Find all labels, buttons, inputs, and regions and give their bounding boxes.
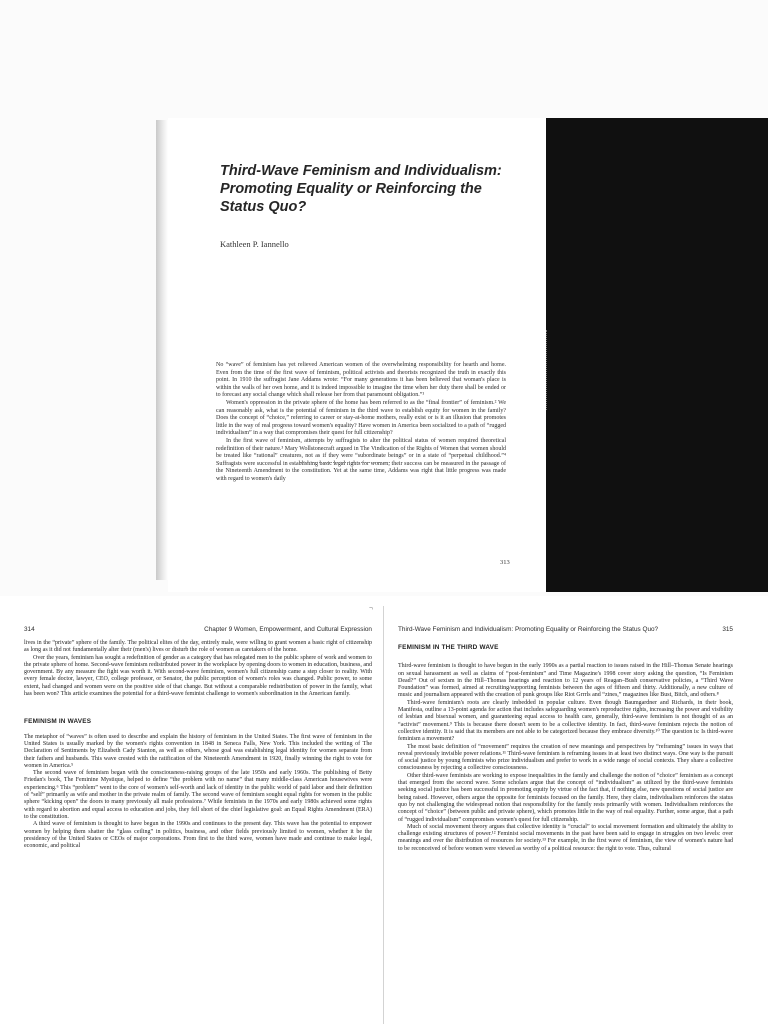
page-number: 314 <box>24 626 35 633</box>
paragraph: lives in the “private” sphere of the family. The political elites of the day, entirely male, were willing to grant women a basic right of citizenship as long as it did not fundamentally alter their (men's) lives or disturb the role of women as caretakers of the home. <box>24 640 372 654</box>
paragraph: A third wave of feminism is thought to have begun in the 1990s and continues to the present day. This wave has the potential to empower women by helping them shatter the “glass ceiling” in politics, business, and other fields previously limited to women, whether it be the presidency of the United States or CEOs of major corporations. From first to the third wave, women have made and continue to make legal, economic, and political <box>24 821 372 850</box>
left-page <box>24 626 372 850</box>
section-text <box>398 663 733 853</box>
section-heading: FEMINISM IN WAVES <box>24 718 92 726</box>
page-number: 313 <box>500 559 510 566</box>
intro-text <box>24 640 372 698</box>
title-page <box>168 118 546 592</box>
section-text <box>24 734 372 851</box>
scan-artifact-marks <box>300 462 390 467</box>
running-head-text: Third-Wave Feminism and Individualism: Promoting Equality or Reinforcing the Status Quo? <box>398 626 659 633</box>
right-page <box>398 626 733 853</box>
page-edge-dots <box>546 330 551 410</box>
page-fold-line <box>383 606 384 1024</box>
paragraph: The second wave of feminism began with the consciousness-raising groups of the late 1950s and early 1960s. The publishing of Betty Friedan's book, The Feminine Mystique, helped to define “the problem with no name” that many middle-class American housewives were experiencing.⁶ This “problem” went to the core of women's self-worth and lack of identity in the public world of paid labor and their definition of “self” primarily as wife and mother in the private realm of family. The second wave of feminism sought equal rights for women in the public sphere “kicking open” the doors to many previously all male professions.⁷ While feminists in the 1970s and early 1980s achieved some rights with regard to abortion and equal access to education and jobs, they fell short of the chief legislative goal: an Equal Rights Amendment (ERA) to the constitution. <box>24 770 372 820</box>
running-head-text: Chapter 9 Women, Empowerment, and Cultural Expression <box>204 626 372 633</box>
paragraph: Other third-wave feminists are working to expose inequalities in the family and challenge the notion of “choice” feminism as a concept that emerged from the second wave. Some scholars argue that the concept of “individualism” as utilized by the third-wave feminists seeking social justice has been successful in promoting equity by virtue of the fact that, if nothing else, new questions of social justice are being raised. However, others argue the opposite for feminists focused on the family. Here, they claim, individualism reinforces the status quo by not challenging the widespread notion that responsibility for the family rests primarily with women. Individualism reinforces the concept of “choice” (between public and private sphere), which promotes little in the way of real equality. Further, some argue, that a path of “rugged individualism” compromises women's quest for full citizenship. <box>398 772 733 823</box>
running-header <box>24 626 372 640</box>
article-author: Kathleen P. Iannello <box>220 239 289 249</box>
fold-mark: ¬ <box>369 604 373 612</box>
paragraph: Third-wave feminism is thought to have begun in the early 1990s as a partial reaction to issues raised in the Hill–Thomas Senate hearings on sexual harassment as well as claims of “post-feminism” and Time Magazine's 1998 cover story asking the question, “Is Feminism Dead?” Out of sexism in the Hill–Thomas hearings and reaction to 12 years of Reagan–Bush conservative policies, a “Third Wave Foundation” was formed, aimed at recruiting/supporting feminists between the ages of fifteen and thirty. Additionally, a new culture of music and journalism appeared with the creation of punk groups like Riot Grrrls and “zines,” magazines like Bust, Bitch, and others.⁸ <box>398 663 733 699</box>
running-header <box>398 626 733 640</box>
section-heading: FEMINISM IN THE THIRD WAVE <box>398 644 499 651</box>
article-title: Third-Wave Feminism and Individualism: Promoting Equality or Reinforcing the Status Quo? <box>220 163 502 215</box>
paragraph: The most basic definition of “movement” requires the creation of new meanings and perspectives by “reframing” issues in ways that reveal previously invisible power relations.¹¹ Third-wave feminism is reframing issues in at least two distinct ways. One way is the pursuit of social justice by young feminists who prize individualism and prefer to work in a wide range of social contexts. They share a collective consciousness by rejecting a collective consciousness. <box>398 743 733 772</box>
paragraph: The metaphor of “waves” is often used to describe and explain the history of feminism in the United States. The first wave of feminism in the United States is usually marked by the women's rights convention in 1848 in Seneca Falls, New York. This included the writing of The Declaration of Sentiments by Elizabeth Cady Stanton, as well as others, whose goal was establishing legal identity for women separate from their fathers and husbands. This wave crested with the ratification of the Nineteenth Amendment in 1920, finally winning the right to vote for women in America.⁵ <box>24 733 372 769</box>
page-number: 315 <box>722 626 733 633</box>
paragraph: In the first wave of feminism, attempts by suffragists to alter the political status of women required theoretical redefinition of their nature.³ Mary Wollstonecraft argued in The Vindication of the Rights of Women that women should be treated like “rational” creatures, not as if they were “subordinate beings” or in a state of “perpetual childhood.”⁴ Suffragists were successful in establishing basic legal rights for women; their success can be measured in the passage of the Nineteenth Amendment to the constitution. Yet at the same time, Addams was right that little progress was made with regard to women's daily <box>216 437 506 482</box>
paragraph: No “wave” of feminism has yet relieved American women of the overwhelming responsibility for hearth and home. Even from the time of the first wave of feminism, political activists and theorists recognized the truth in exactly this point. In 1910 the suffragist Jane Addams wrote: “For many generations it has been believed that woman's place is within the walls of her own home, and it is indeed impossible to imagine the time when her duty there shall be ended or to forecast any social change which shall release her from that paramount obligation.”¹ <box>216 362 506 399</box>
paragraph: Women's oppression in the private sphere of the home has been referred to as the “final frontier” of feminism.² We can reasonably ask, what is the potential of feminism in the third wave to establish equity for women in the family? Does the concept of “choice,” referring to career or stay-at-home mothers, really exist or is it an illusion that promotes little in the way of real progress toward women's equality? Have women in America been socialized to a path of “rugged individualism” in a way that compromises their quest for full citizenship? <box>216 399 506 437</box>
paragraph: Third-wave feminism's roots are clearly imbedded in popular culture. Even though Baumgardner and Richards, in their book, Manifesta, outline a 13-point agenda for action that includes safeguarding women's reproductive rights, increasing the power and visibility of lesbian and bisexual women, and guaranteeing equal access to health care, generally, third-wave feminism is not thought of as an “activist” movement.⁹ This is because there doesn't seem to be a collective identity. In fact, third-wave feminism rejects the notion of collective identity. It is said that its members are not able to be categorized because they embrace diversity.¹⁰ The question is: Is third-wave feminism a movement? <box>398 699 733 743</box>
scanner-black-background <box>546 118 768 592</box>
paragraph: Much of social movement theory argues that collective identity is “crucial” to social movement formation and ultimately the ability to challenge existing structures of power.¹² Feminist social movements in the past have been said to engage in struggles on two levels: over meanings and over the distribution of resources for society.¹³ For example, in the first wave of feminism, the view of women's nature had to be reconceived of before women were viewed as worthy of a political resource: the right to vote. Thus, cultural <box>398 823 733 852</box>
book-gutter-shadow <box>156 120 168 580</box>
paragraph: Over the years, feminism has sought a redefinition of gender as a category that has relegated men to the public sphere of work and women to the private sphere of home. Second-wave feminism redistributed power in the workplace by opening doors to women in education, business, and government. By any measure the fight was worth it. With second-wave feminism, women's full citizenship came a step closer to reality. With every female doctor, lawyer, CEO, college professor, or Senator, the public perception of women's roles was changed. Public power, to some extent, had changed and women were on the positive side of that change. But without a comparable redistribution of power in the family, what has been won? This article examines the potential for a third-wave feminist challenge to women's subordination in the American family. <box>24 654 372 698</box>
